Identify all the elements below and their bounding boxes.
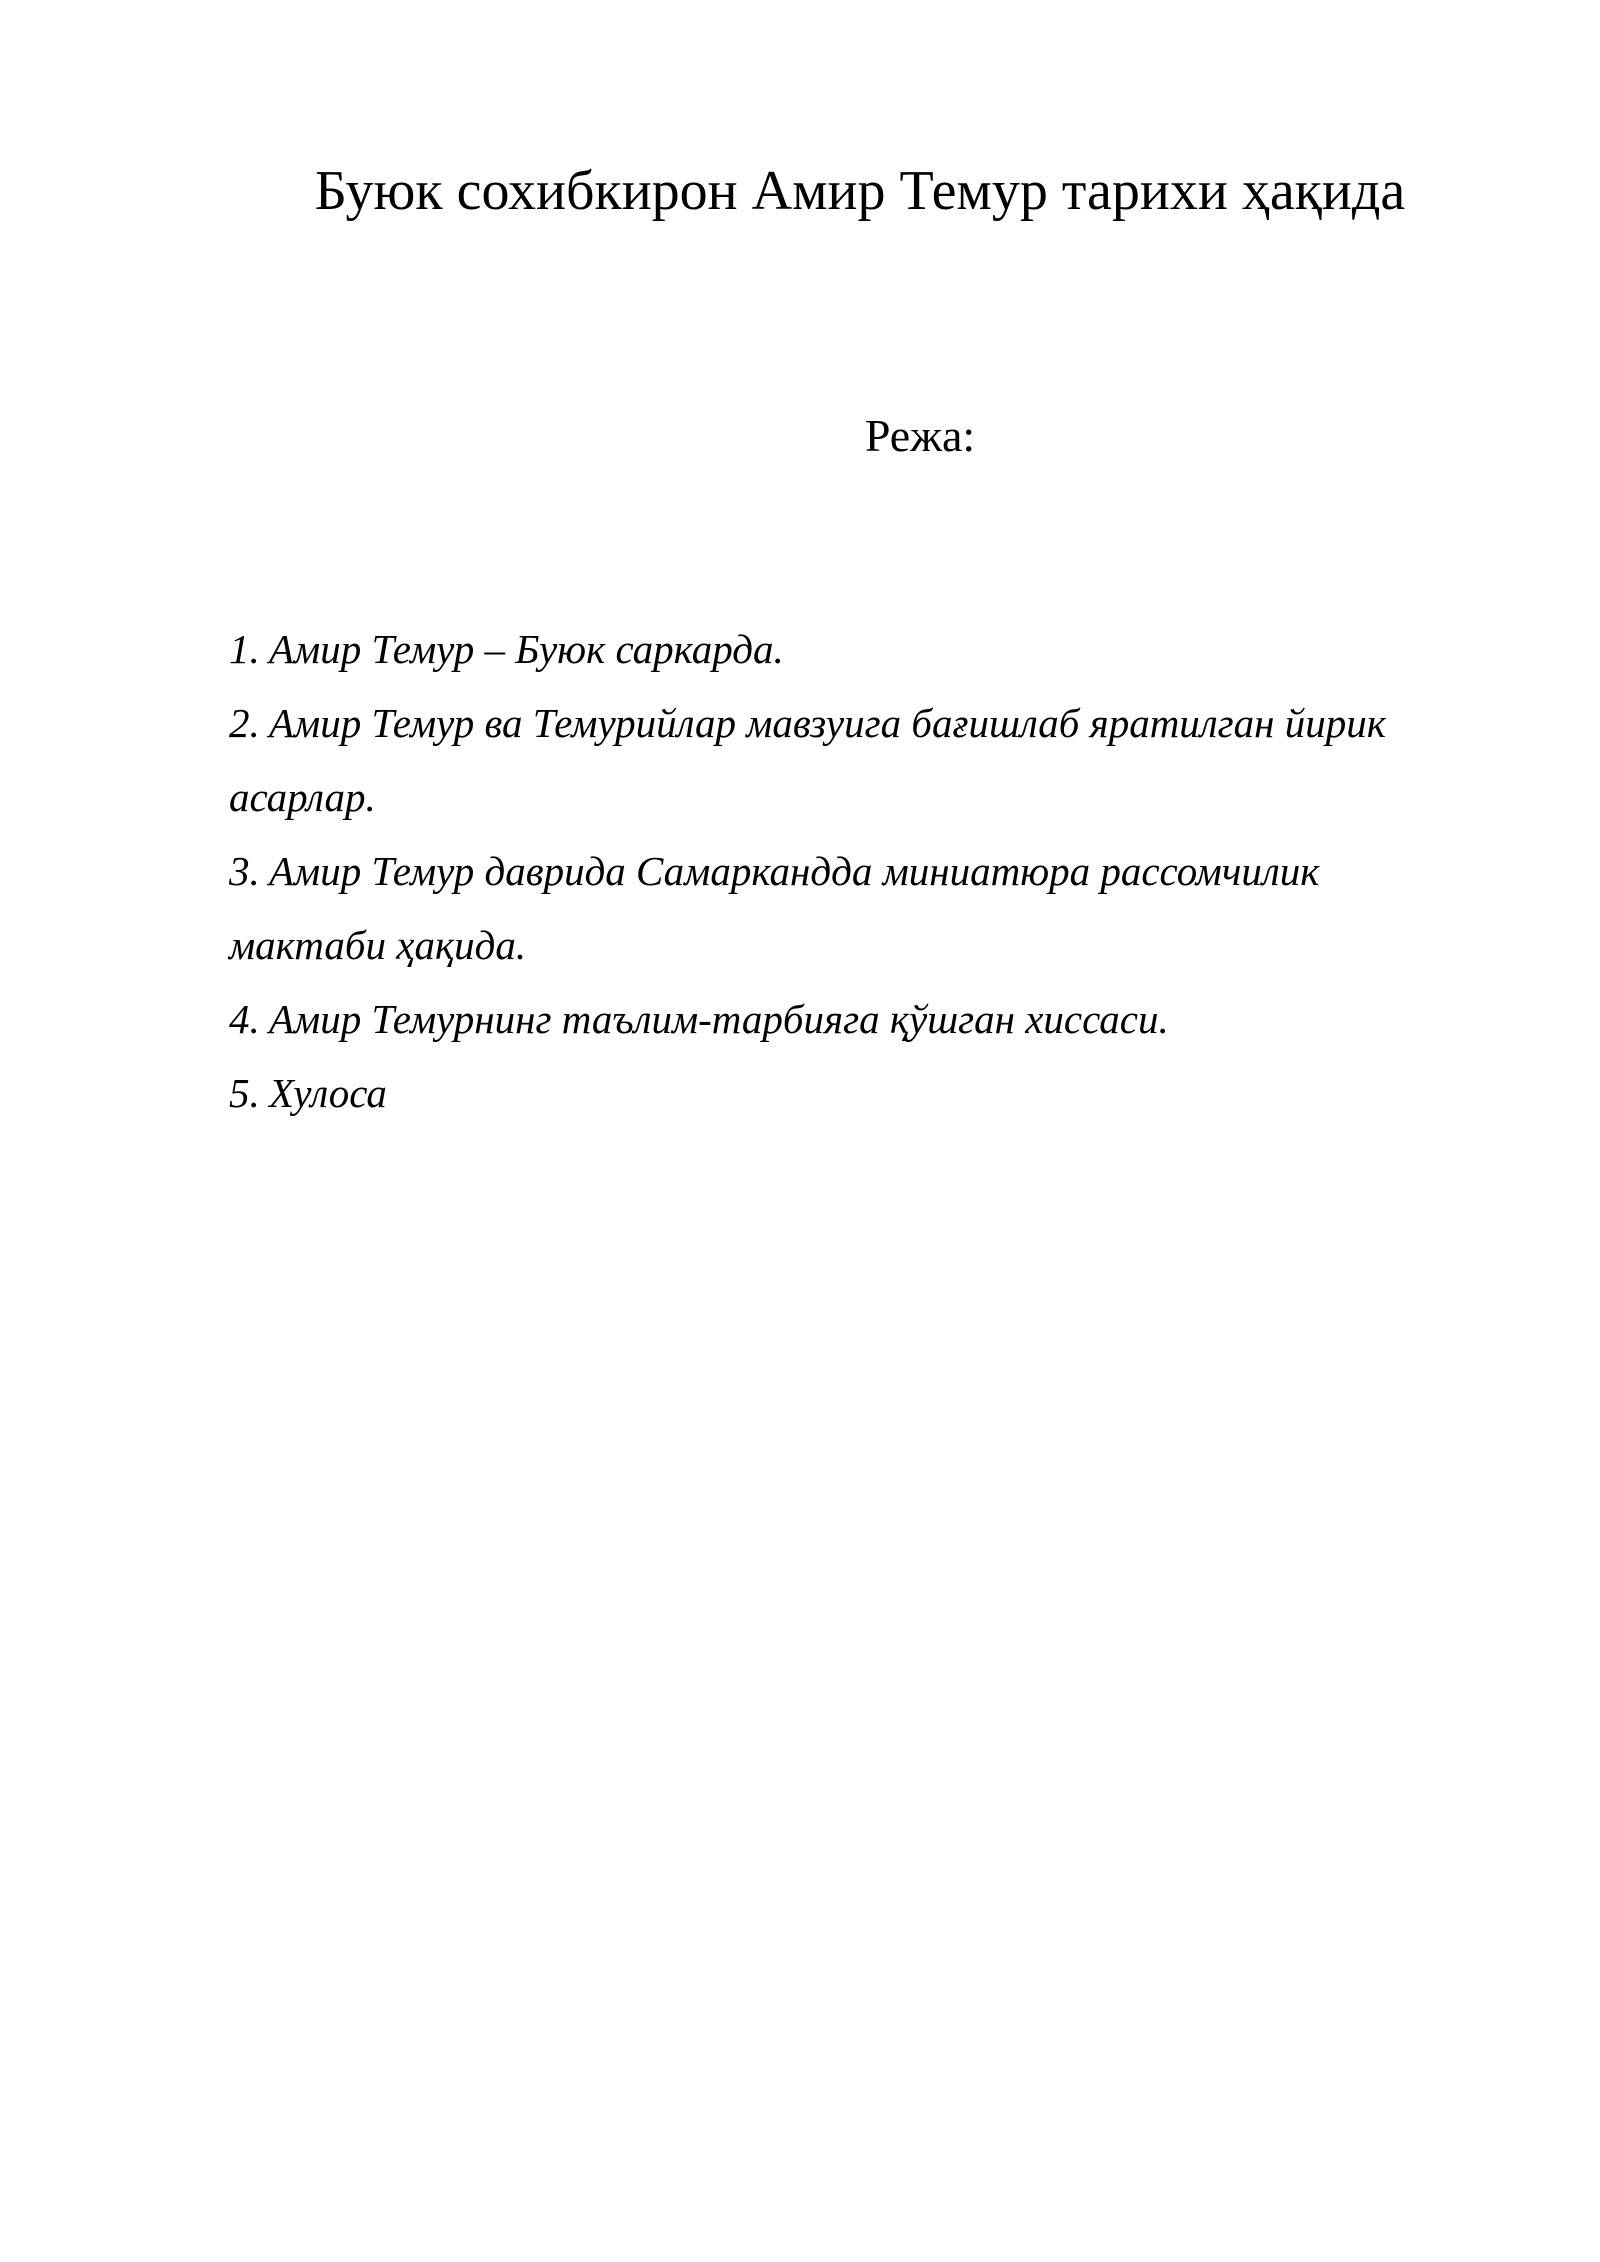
document-title: Буюк сохибкирон Амир Темур тарихи ҳақида: [314, 160, 1406, 222]
list-item-text: [229, 686, 1469, 834]
list-item-line: Амир Темур ва Темурийлар мавзуига бағишлаб яратилган йирик: [269, 700, 1386, 746]
list-item-number: 2.: [229, 700, 260, 746]
list-item: [229, 686, 1469, 834]
list-item-number: 3.: [229, 848, 260, 894]
list-item-line: Амир Темур даврида Самаркандда миниатюра рассомчилик: [269, 848, 1320, 894]
list-item-number: 4.: [229, 996, 260, 1042]
list-item: [229, 982, 1469, 1056]
list-item-text: [229, 834, 1469, 982]
list-item-continuation: мактаби ҳақида.: [229, 922, 527, 968]
list-item-text: [269, 612, 1469, 686]
list-item: [229, 1056, 1469, 1130]
plan-list: [229, 612, 1469, 1130]
plan-heading: Режа:: [864, 410, 976, 461]
list-item-number: 1.: [229, 626, 260, 672]
list-item-line: Амир Темурнинг таълим-тарбияга қўшган хиссаси.: [269, 996, 1169, 1042]
list-item: [229, 834, 1469, 982]
list-item-number: 5.: [229, 1070, 260, 1116]
list-item-line: Хулоса: [269, 1070, 387, 1116]
list-item-continuation: асарлар.: [229, 774, 376, 820]
list-item-text: [269, 1056, 1469, 1130]
list-item-text: [269, 982, 1469, 1056]
list-item-line: Амир Темур – Буюк саркарда.: [269, 626, 784, 672]
list-item: [229, 612, 1469, 686]
